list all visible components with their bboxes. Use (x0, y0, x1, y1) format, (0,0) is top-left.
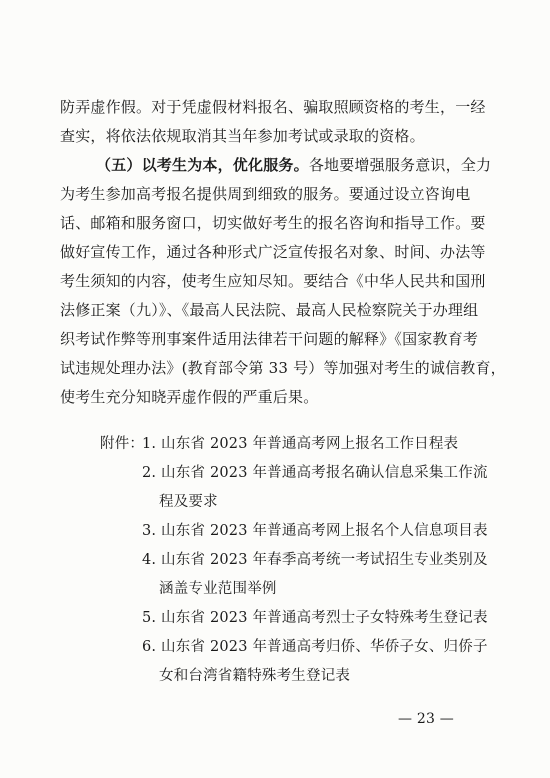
attachment-item: 3. 山东省 2023 年普通高考网上报名个人信息项目表 (142, 523, 488, 539)
body-line: 为考生参加高考报名提供周到细致的服务。要通过设立咨询电 (60, 185, 471, 203)
body-line: 织考试作弊等刑事案件适用法律若干问题的解释》《国家教育考 (60, 330, 479, 348)
attachment-item: 4. 山东省 2023 年春季高考统一考试招生专业类别及 (142, 552, 488, 568)
attachment-item: 2. 山东省 2023 年普通高考报名确认信息采集工作流 (142, 465, 488, 481)
attachment-item-continuation: 涵盖专业范围举例 (159, 581, 277, 597)
section-5-first-line (96, 155, 491, 175)
attachment-item: 1. 山东省 2023 年普通高考网上报名工作日程表 (142, 436, 459, 452)
page-number: — 23 — (398, 711, 454, 727)
attachments-label: 附件： (100, 436, 145, 452)
attachment-item: 6. 山东省 2023 年普通高考归侨、华侨子女、归侨子 (142, 639, 488, 655)
attachment-item: 5. 山东省 2023 年普通高考烈士子女特殊考生登记表 (142, 610, 488, 626)
body-line: 做好宣传工作，通过各种形式广泛宣传报名对象、时间、办法等 (60, 243, 486, 261)
attachment-item-continuation: 程及要求 (159, 494, 218, 510)
body-line: 法修正案（九）》、《最高人民法院、最高人民检察院关于办理组 (60, 301, 479, 319)
body-line: 查实，将依法依规取消其当年参加考试或录取的资格。 (60, 127, 425, 145)
body-line: 使考生充分知晓弄虚作假的严重后果。 (60, 388, 319, 406)
body-line: 试违规处理办法》(教育部令第 33 号）等加强对考生的诚信教育， (60, 359, 506, 377)
body-line: 话、邮箱和服务窗口，切实做好考生的报名咨询和指导工作。要 (60, 214, 486, 232)
body-line: 防弄虚作假。对于凭虚假材料报名、骗取照顾资格的考生，一经 (60, 98, 486, 116)
body-line: 考生须知的内容，使考生应知尽知。要结合《中华人民共和国刑 (60, 272, 486, 290)
section-5-heading: （五）以考生为本，优化服务。 (96, 156, 309, 174)
attachment-item-continuation: 女和台湾省籍特殊考生登记表 (159, 668, 351, 684)
section-5-first-line-text: 各地要增强服务意识，全力 (308, 156, 492, 174)
